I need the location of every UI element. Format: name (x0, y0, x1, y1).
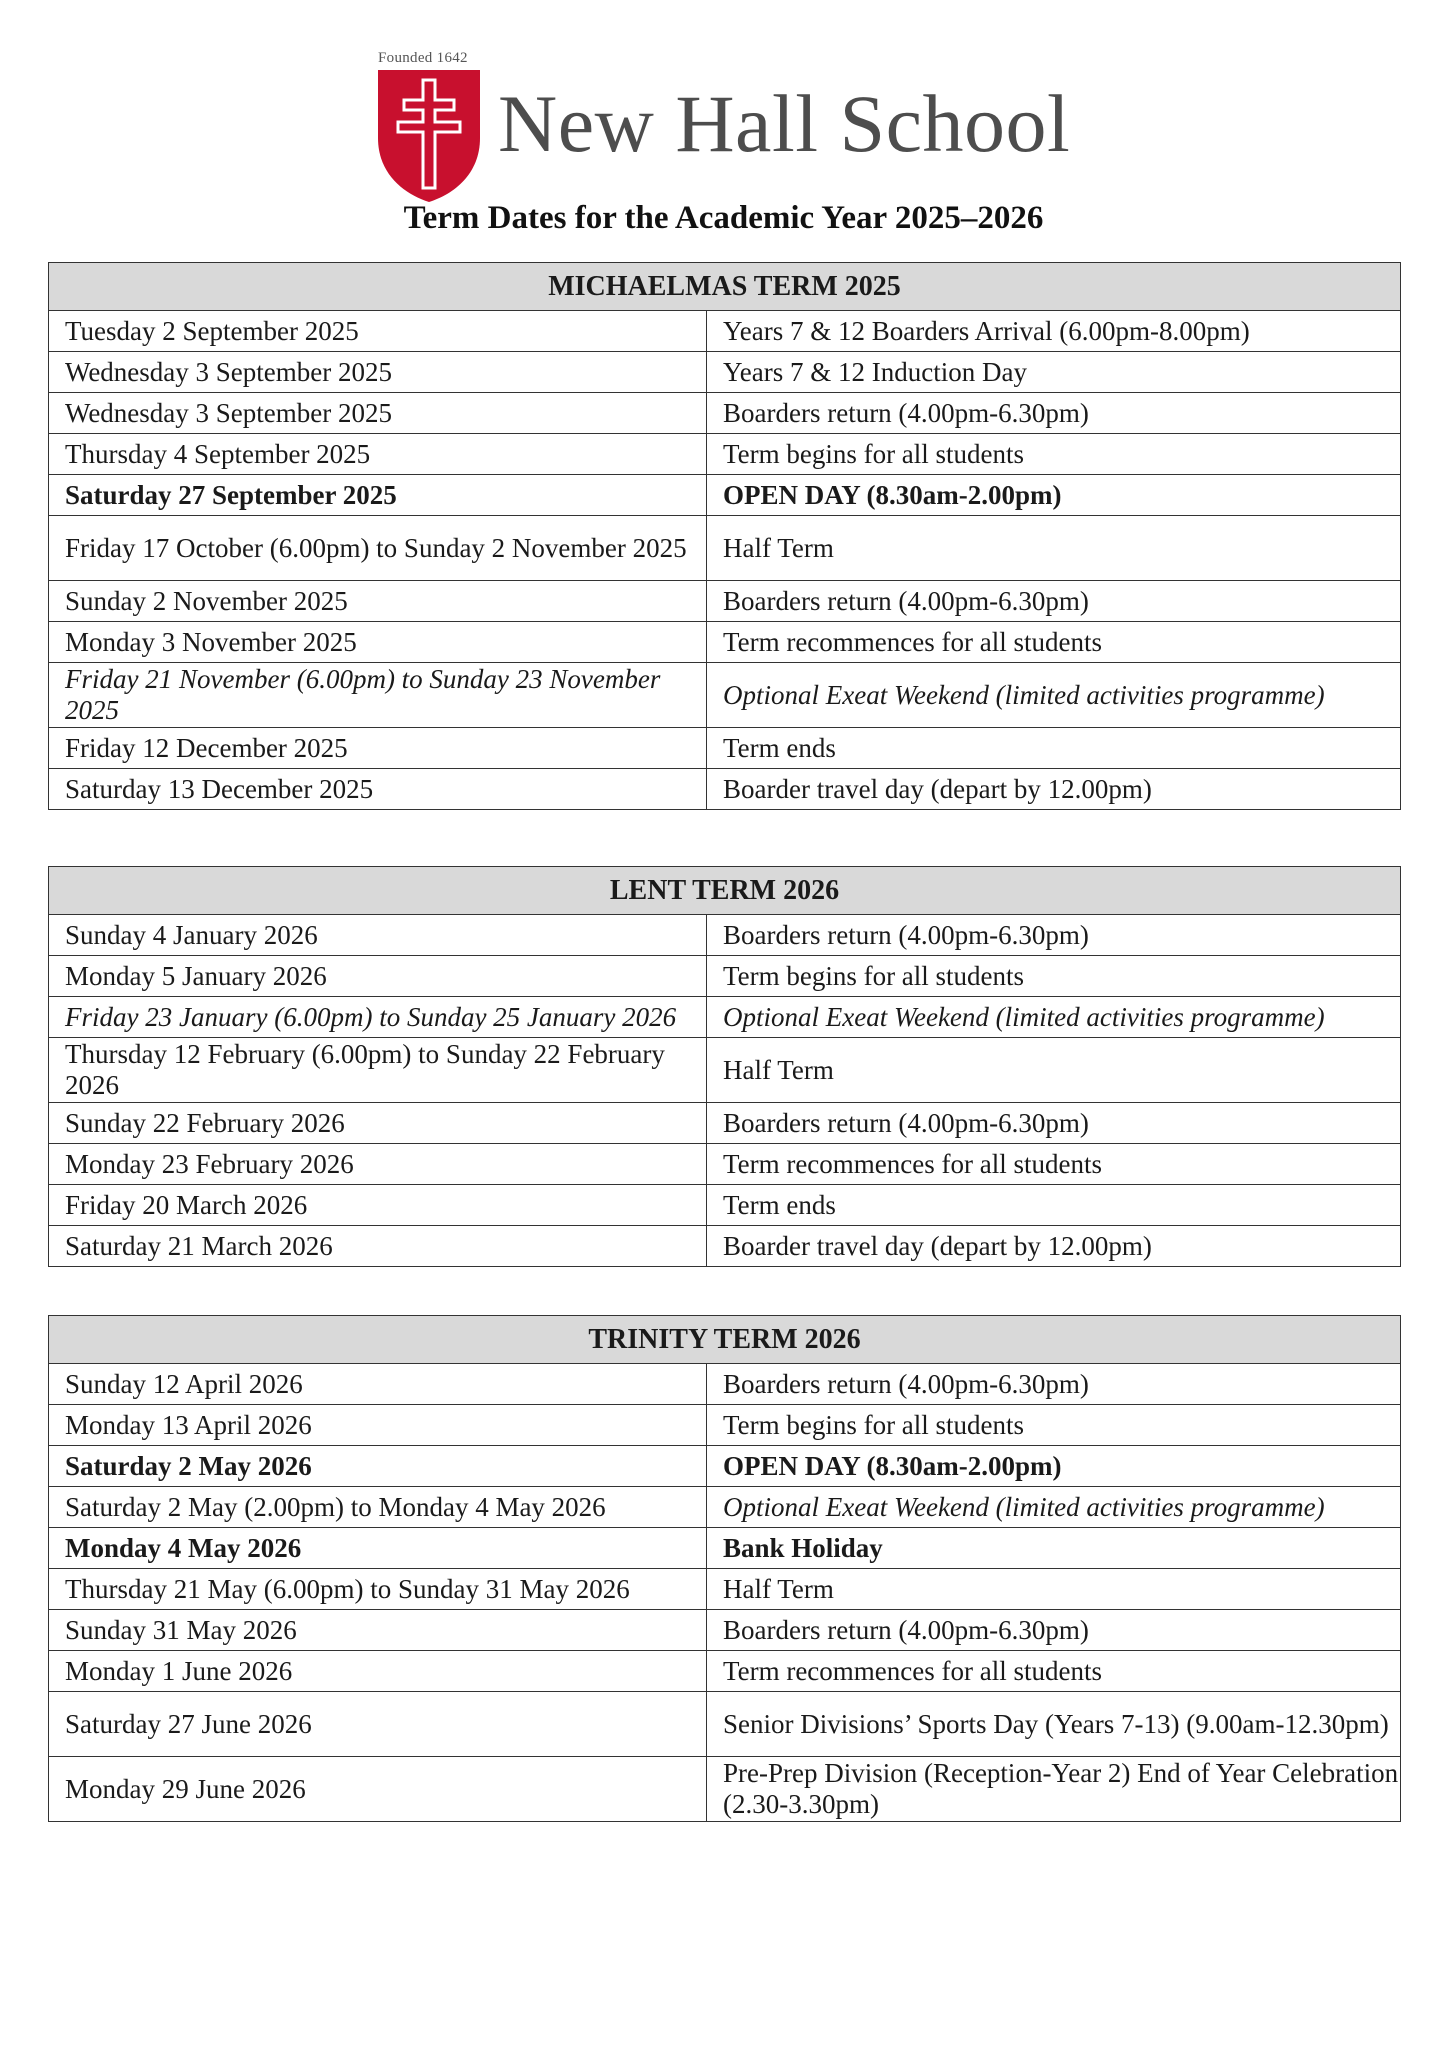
table-row (49, 1610, 1401, 1651)
event-cell: Term recommences for all students (707, 622, 1401, 663)
event-cell: OPEN DAY (8.30am-2.00pm) (707, 1446, 1401, 1487)
date-cell: Saturday 2 May (2.00pm) to Monday 4 May 2026 (49, 1487, 707, 1528)
table-row (49, 581, 1401, 622)
event-cell: Term recommences for all students (707, 1144, 1401, 1185)
event-cell: OPEN DAY (8.30am-2.00pm) (707, 475, 1401, 516)
date-cell: Monday 3 November 2025 (49, 622, 707, 663)
table-row (49, 663, 1401, 728)
event-cell: Boarder travel day (depart by 12.00pm) (707, 1226, 1401, 1267)
date-cell: Sunday 4 January 2026 (49, 915, 707, 956)
event-cell: Boarders return (4.00pm-6.30pm) (707, 581, 1401, 622)
michaelmas-term-table (48, 262, 1401, 810)
table-row (49, 997, 1401, 1038)
date-cell: Saturday 13 December 2025 (49, 769, 707, 810)
table-row (49, 1569, 1401, 1610)
date-cell: Monday 29 June 2026 (49, 1757, 707, 1822)
table-row (49, 915, 1401, 956)
date-cell: Sunday 12 April 2026 (49, 1364, 707, 1405)
event-cell: Term begins for all students (707, 434, 1401, 475)
event-cell: Optional Exeat Weekend (limited activities programme) (707, 997, 1401, 1038)
date-cell: Friday 12 December 2025 (49, 728, 707, 769)
table-row (49, 434, 1401, 475)
event-cell: Term begins for all students (707, 1405, 1401, 1446)
date-cell: Monday 5 January 2026 (49, 956, 707, 997)
term-name: LENT TERM 2026 (49, 867, 1401, 915)
date-cell: Saturday 2 May 2026 (49, 1446, 707, 1487)
table-row (49, 475, 1401, 516)
table-row (49, 1144, 1401, 1185)
table-row (49, 1446, 1401, 1487)
event-cell: Optional Exeat Weekend (limited activities programme) (707, 1487, 1401, 1528)
event-cell: Years 7 & 12 Induction Day (707, 352, 1401, 393)
date-cell: Tuesday 2 September 2025 (49, 311, 707, 352)
table-row (49, 1226, 1401, 1267)
table-row (49, 1757, 1401, 1822)
table-row (49, 352, 1401, 393)
date-cell: Monday 23 February 2026 (49, 1144, 707, 1185)
table-row (49, 622, 1401, 663)
table-row (49, 1038, 1401, 1103)
date-cell: Monday 1 June 2026 (49, 1651, 707, 1692)
table-row (49, 1364, 1401, 1405)
date-cell: Thursday 12 February (6.00pm) to Sunday 22 February 2026 (49, 1038, 707, 1103)
table-row (49, 956, 1401, 997)
term-header-row (49, 263, 1401, 311)
date-cell: Wednesday 3 September 2025 (49, 352, 707, 393)
event-cell: Half Term (707, 1569, 1401, 1610)
table-row (49, 1185, 1401, 1226)
date-cell: Monday 13 April 2026 (49, 1405, 707, 1446)
school-crest-icon (376, 68, 482, 204)
table-row (49, 1487, 1401, 1528)
event-cell: Boarders return (4.00pm-6.30pm) (707, 1364, 1401, 1405)
founded-text: Founded 1642 (378, 50, 468, 66)
lent-term-table (48, 866, 1401, 1267)
event-cell: Term ends (707, 1185, 1401, 1226)
date-cell: Thursday 4 September 2025 (49, 434, 707, 475)
date-cell: Friday 23 January (6.00pm) to Sunday 25 January 2026 (49, 997, 707, 1038)
date-cell: Saturday 27 June 2026 (49, 1692, 707, 1757)
event-cell: Optional Exeat Weekend (limited activities programme) (707, 663, 1401, 728)
term-name: TRINITY TERM 2026 (49, 1316, 1401, 1364)
table-row (49, 1405, 1401, 1446)
event-cell: Senior Divisions’ Sports Day (Years 7-13) (9.00am-12.30pm) (707, 1692, 1401, 1757)
event-cell: Term recommences for all students (707, 1651, 1401, 1692)
event-cell: Boarder travel day (depart by 12.00pm) (707, 769, 1401, 810)
trinity-term-table (48, 1315, 1401, 1822)
document-header (0, 0, 1447, 210)
term-header-row (49, 867, 1401, 915)
date-cell: Sunday 22 February 2026 (49, 1103, 707, 1144)
table-row (49, 769, 1401, 810)
date-cell: Saturday 27 September 2025 (49, 475, 707, 516)
date-cell: Thursday 21 May (6.00pm) to Sunday 31 May 2026 (49, 1569, 707, 1610)
event-cell: Boarders return (4.00pm-6.30pm) (707, 915, 1401, 956)
term-header-row (49, 1316, 1401, 1364)
table-row (49, 311, 1401, 352)
date-cell: Sunday 2 November 2025 (49, 581, 707, 622)
event-cell: Years 7 & 12 Boarders Arrival (6.00pm-8.00pm) (707, 311, 1401, 352)
table-row (49, 728, 1401, 769)
event-cell: Boarders return (4.00pm-6.30pm) (707, 1610, 1401, 1651)
table-row (49, 1103, 1401, 1144)
date-cell: Saturday 21 March 2026 (49, 1226, 707, 1267)
date-cell: Monday 4 May 2026 (49, 1528, 707, 1569)
term-name: MICHAELMAS TERM 2025 (49, 263, 1401, 311)
table-row (49, 393, 1401, 434)
event-cell: Boarders return (4.00pm-6.30pm) (707, 393, 1401, 434)
event-cell: Half Term (707, 516, 1401, 581)
date-cell: Wednesday 3 September 2025 (49, 393, 707, 434)
date-cell: Sunday 31 May 2026 (49, 1610, 707, 1651)
event-cell: Half Term (707, 1038, 1401, 1103)
table-row (49, 1692, 1401, 1757)
event-cell: Term ends (707, 728, 1401, 769)
event-cell: Pre-Prep Division (Reception-Year 2) End of Year Celebration (2.30-3.30pm) (707, 1757, 1401, 1822)
table-row (49, 516, 1401, 581)
date-cell: Friday 21 November (6.00pm) to Sunday 23 November 2025 (49, 663, 707, 728)
event-cell: Bank Holiday (707, 1528, 1401, 1569)
table-row (49, 1651, 1401, 1692)
table-row (49, 1528, 1401, 1569)
school-name: New Hall School (498, 78, 1071, 169)
date-cell: Friday 17 October (6.00pm) to Sunday 2 November 2025 (49, 516, 707, 581)
event-cell: Term begins for all students (707, 956, 1401, 997)
document-title: Term Dates for the Academic Year 2025–2026 (403, 200, 1044, 236)
date-cell: Friday 20 March 2026 (49, 1185, 707, 1226)
event-cell: Boarders return (4.00pm-6.30pm) (707, 1103, 1401, 1144)
